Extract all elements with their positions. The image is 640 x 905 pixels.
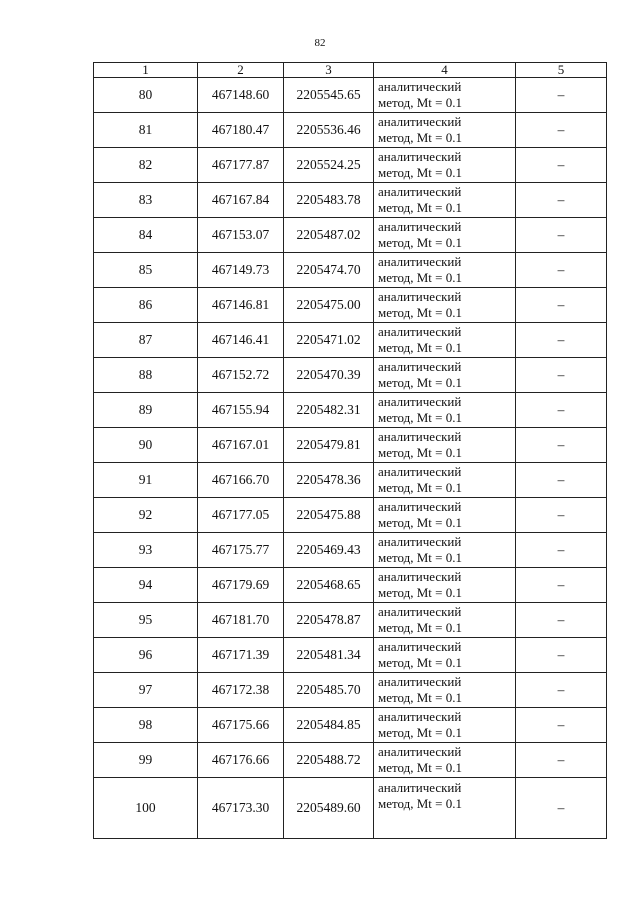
column-5-cell: – — [516, 253, 607, 288]
y-coordinate-cell: 2205524.25 — [284, 148, 374, 183]
method-cell — [374, 113, 516, 148]
method-line-2: метод, Mt = 0.1 — [378, 620, 462, 635]
method-cell — [374, 428, 516, 463]
page-number: 82 — [314, 37, 326, 49]
column-5-cell: – — [516, 183, 607, 218]
point-number-cell: 92 — [94, 498, 198, 533]
point-number-cell: 96 — [94, 638, 198, 673]
method-cell — [374, 183, 516, 218]
table-row — [94, 708, 607, 743]
method-cell — [374, 603, 516, 638]
point-number-cell: 99 — [94, 743, 198, 778]
x-coordinate-cell: 467149.73 — [198, 253, 284, 288]
point-number-cell: 84 — [94, 218, 198, 253]
x-coordinate-cell: 467148.60 — [198, 78, 284, 113]
method-cell — [374, 463, 516, 498]
method-line-1: аналитический — [378, 289, 462, 304]
method-cell — [374, 638, 516, 673]
column-5-cell: – — [516, 778, 607, 839]
method-line-1: аналитический — [378, 744, 462, 759]
y-coordinate-cell: 2205488.72 — [284, 743, 374, 778]
point-number-cell: 100 — [94, 778, 198, 839]
method-line-2: метод, Mt = 0.1 — [378, 235, 462, 250]
column-5-cell: – — [516, 393, 607, 428]
y-coordinate-cell: 2205485.70 — [284, 673, 374, 708]
point-number-cell: 86 — [94, 288, 198, 323]
method-line-1: аналитический — [378, 464, 462, 479]
method-line-2: метод, Mt = 0.1 — [378, 690, 462, 705]
method-line-1: аналитический — [378, 184, 462, 199]
method-cell — [374, 708, 516, 743]
method-line-2: метод, Mt = 0.1 — [378, 760, 462, 775]
method-line-2: метод, Mt = 0.1 — [378, 95, 462, 110]
method-line-2: метод, Mt = 0.1 — [378, 655, 462, 670]
column-5-cell: – — [516, 498, 607, 533]
table-row — [94, 358, 607, 393]
method-line-1: аналитический — [378, 394, 462, 409]
method-cell — [374, 288, 516, 323]
method-line-1: аналитический — [378, 639, 462, 654]
method-cell — [374, 218, 516, 253]
x-coordinate-cell: 467172.38 — [198, 673, 284, 708]
header-col-3: 3 — [284, 63, 374, 78]
method-line-1: аналитический — [378, 429, 462, 444]
point-number-cell: 95 — [94, 603, 198, 638]
y-coordinate-cell: 2205478.87 — [284, 603, 374, 638]
table-row — [94, 183, 607, 218]
x-coordinate-cell: 467179.69 — [198, 568, 284, 603]
column-5-cell: – — [516, 638, 607, 673]
point-number-cell: 90 — [94, 428, 198, 463]
y-coordinate-cell: 2205487.02 — [284, 218, 374, 253]
x-coordinate-cell: 467181.70 — [198, 603, 284, 638]
y-coordinate-cell: 2205482.31 — [284, 393, 374, 428]
method-line-2: метод, Mt = 0.1 — [378, 375, 462, 390]
x-coordinate-cell: 467155.94 — [198, 393, 284, 428]
method-line-1: аналитический — [378, 674, 462, 689]
x-coordinate-cell: 467175.66 — [198, 708, 284, 743]
y-coordinate-cell: 2205468.65 — [284, 568, 374, 603]
table-row — [94, 113, 607, 148]
method-cell — [374, 148, 516, 183]
method-line-1: аналитический — [378, 114, 462, 129]
table-row — [94, 603, 607, 638]
table-row — [94, 323, 607, 358]
table-row — [94, 673, 607, 708]
x-coordinate-cell: 467166.70 — [198, 463, 284, 498]
y-coordinate-cell: 2205470.39 — [284, 358, 374, 393]
method-line-2: метод, Mt = 0.1 — [378, 445, 462, 460]
table-header-row — [94, 63, 607, 78]
x-coordinate-cell: 467177.87 — [198, 148, 284, 183]
method-cell — [374, 743, 516, 778]
x-coordinate-cell: 467180.47 — [198, 113, 284, 148]
column-5-cell: – — [516, 743, 607, 778]
column-5-cell: – — [516, 148, 607, 183]
x-coordinate-cell: 467173.30 — [198, 778, 284, 839]
table-row — [94, 288, 607, 323]
method-cell — [374, 323, 516, 358]
method-line-2: метод, Mt = 0.1 — [378, 725, 462, 740]
method-line-2: метод, Mt = 0.1 — [378, 410, 462, 425]
table-row — [94, 533, 607, 568]
method-line-1: аналитический — [378, 709, 462, 724]
method-line-1: аналитический — [378, 534, 462, 549]
method-line-2: метод, Mt = 0.1 — [378, 270, 462, 285]
method-line-2: метод, Mt = 0.1 — [378, 796, 462, 811]
y-coordinate-cell: 2205471.02 — [284, 323, 374, 358]
point-number-cell: 83 — [94, 183, 198, 218]
method-line-2: метод, Mt = 0.1 — [378, 480, 462, 495]
table-row — [94, 568, 607, 603]
column-5-cell: – — [516, 358, 607, 393]
header-col-1: 1 — [94, 63, 198, 78]
method-line-2: метод, Mt = 0.1 — [378, 585, 462, 600]
method-line-1: аналитический — [378, 780, 462, 795]
column-5-cell: – — [516, 708, 607, 743]
method-line-1: аналитический — [378, 499, 462, 514]
y-coordinate-cell: 2205545.65 — [284, 78, 374, 113]
column-5-cell: – — [516, 673, 607, 708]
point-number-cell: 89 — [94, 393, 198, 428]
method-cell — [374, 253, 516, 288]
y-coordinate-cell: 2205475.00 — [284, 288, 374, 323]
y-coordinate-cell: 2205475.88 — [284, 498, 374, 533]
method-line-1: аналитический — [378, 219, 462, 234]
x-coordinate-cell: 467153.07 — [198, 218, 284, 253]
table-row — [94, 778, 607, 839]
method-line-1: аналитический — [378, 604, 462, 619]
point-number-cell: 82 — [94, 148, 198, 183]
x-coordinate-cell: 467167.84 — [198, 183, 284, 218]
column-5-cell: – — [516, 568, 607, 603]
table-row — [94, 253, 607, 288]
method-line-1: аналитический — [378, 149, 462, 164]
header-col-2: 2 — [198, 63, 284, 78]
column-5-cell: – — [516, 428, 607, 463]
y-coordinate-cell: 2205469.43 — [284, 533, 374, 568]
table-row — [94, 78, 607, 113]
x-coordinate-cell: 467146.81 — [198, 288, 284, 323]
point-number-cell: 93 — [94, 533, 198, 568]
table-row — [94, 393, 607, 428]
column-5-cell: – — [516, 463, 607, 498]
y-coordinate-cell: 2205474.70 — [284, 253, 374, 288]
column-5-cell: – — [516, 533, 607, 568]
y-coordinate-cell: 2205536.46 — [284, 113, 374, 148]
x-coordinate-cell: 467177.05 — [198, 498, 284, 533]
coordinates-table — [93, 62, 607, 839]
column-5-cell: – — [516, 288, 607, 323]
method-cell — [374, 568, 516, 603]
method-line-2: метод, Mt = 0.1 — [378, 550, 462, 565]
method-line-2: метод, Mt = 0.1 — [378, 340, 462, 355]
y-coordinate-cell: 2205479.81 — [284, 428, 374, 463]
method-line-1: аналитический — [378, 79, 462, 94]
y-coordinate-cell: 2205483.78 — [284, 183, 374, 218]
y-coordinate-cell: 2205481.34 — [284, 638, 374, 673]
y-coordinate-cell: 2205489.60 — [284, 778, 374, 839]
point-number-cell: 80 — [94, 78, 198, 113]
point-number-cell: 97 — [94, 673, 198, 708]
table-row — [94, 638, 607, 673]
method-cell — [374, 533, 516, 568]
header-col-5: 5 — [516, 63, 607, 78]
method-cell — [374, 78, 516, 113]
x-coordinate-cell: 467171.39 — [198, 638, 284, 673]
point-number-cell: 91 — [94, 463, 198, 498]
table-row — [94, 743, 607, 778]
method-line-1: аналитический — [378, 324, 462, 339]
x-coordinate-cell: 467167.01 — [198, 428, 284, 463]
y-coordinate-cell: 2205478.36 — [284, 463, 374, 498]
point-number-cell: 81 — [94, 113, 198, 148]
header-col-4: 4 — [374, 63, 516, 78]
table-row — [94, 148, 607, 183]
column-5-cell: – — [516, 113, 607, 148]
point-number-cell: 87 — [94, 323, 198, 358]
table-row — [94, 498, 607, 533]
table-row — [94, 218, 607, 253]
table-row — [94, 428, 607, 463]
x-coordinate-cell: 467176.66 — [198, 743, 284, 778]
point-number-cell: 94 — [94, 568, 198, 603]
x-coordinate-cell: 467175.77 — [198, 533, 284, 568]
method-line-2: метод, Mt = 0.1 — [378, 515, 462, 530]
method-cell — [374, 673, 516, 708]
y-coordinate-cell: 2205484.85 — [284, 708, 374, 743]
column-5-cell: – — [516, 78, 607, 113]
method-line-2: метод, Mt = 0.1 — [378, 130, 462, 145]
point-number-cell: 98 — [94, 708, 198, 743]
x-coordinate-cell: 467152.72 — [198, 358, 284, 393]
point-number-cell: 88 — [94, 358, 198, 393]
method-line-2: метод, Mt = 0.1 — [378, 200, 462, 215]
method-cell — [374, 498, 516, 533]
column-5-cell: – — [516, 218, 607, 253]
method-line-2: метод, Mt = 0.1 — [378, 305, 462, 320]
point-number-cell: 85 — [94, 253, 198, 288]
table-row — [94, 463, 607, 498]
column-5-cell: – — [516, 603, 607, 638]
method-cell — [374, 393, 516, 428]
method-cell — [374, 778, 516, 839]
method-line-1: аналитический — [378, 359, 462, 374]
column-5-cell: – — [516, 323, 607, 358]
method-line-1: аналитический — [378, 569, 462, 584]
method-line-2: метод, Mt = 0.1 — [378, 165, 462, 180]
method-cell — [374, 358, 516, 393]
x-coordinate-cell: 467146.41 — [198, 323, 284, 358]
method-line-1: аналитический — [378, 254, 462, 269]
